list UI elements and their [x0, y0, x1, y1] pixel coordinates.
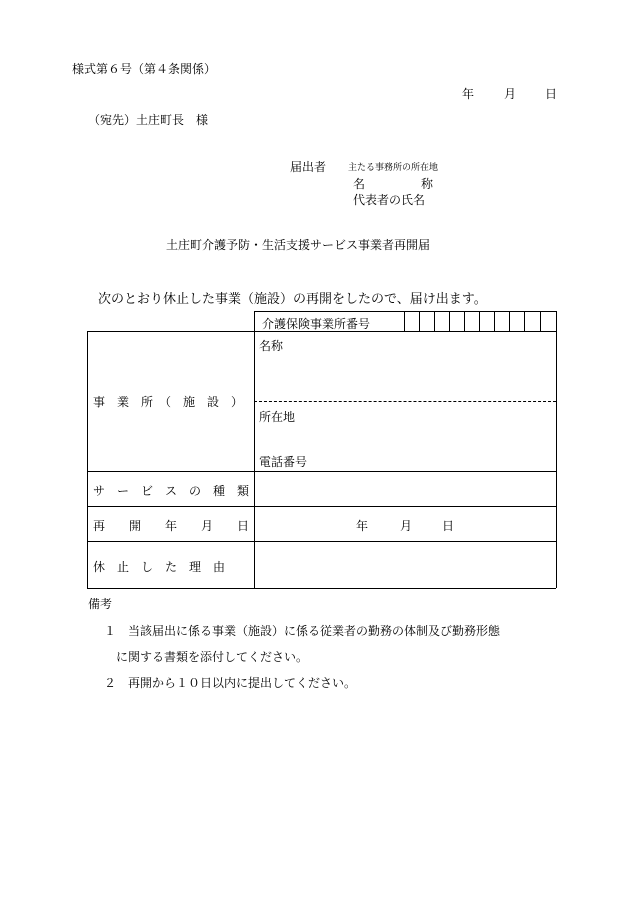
office-number-box-1[interactable]	[404, 311, 419, 331]
restart-year-label: 年	[356, 519, 369, 533]
notifier-representative-label: 代表者の氏名	[353, 193, 426, 207]
address-label: 所在地	[259, 410, 296, 424]
phone-field[interactable]	[315, 450, 555, 470]
office-number-box-10[interactable]	[540, 311, 556, 331]
date-day-label: 日	[545, 87, 558, 101]
note-1-continuation: に関する書類を添付してください。	[116, 650, 309, 664]
notifier-name-label-1: 名	[353, 177, 366, 191]
office-number-box-7[interactable]	[494, 311, 509, 331]
phone-label: 電話番号	[259, 455, 308, 469]
restart-month-label: 月	[400, 519, 413, 533]
office-number-box-2[interactable]	[419, 311, 434, 331]
office-number-box-8[interactable]	[509, 311, 524, 331]
restart-date-label: 再 開 年 月 日	[93, 519, 250, 533]
note-2-number: ２	[104, 676, 117, 690]
note-1-number: １	[104, 624, 117, 638]
office-number-label: 介護保険事業所番号	[262, 317, 371, 331]
date-year-label: 年	[462, 87, 475, 101]
office-number-box-4[interactable]	[449, 311, 464, 331]
office-number-box-9[interactable]	[524, 311, 539, 331]
note-2-text: 再開から１０日以内に提出してください。	[128, 676, 357, 690]
note-1-text: 当該届出に係る事業（施設）に係る従業者の勤務の体制及び勤務形態	[128, 624, 501, 638]
name-field[interactable]	[255, 352, 555, 400]
suspension-reason-field[interactable]	[255, 542, 555, 587]
notifier-name-label-2: 称	[421, 177, 434, 191]
addressee: （宛先）土庄町長 様	[88, 113, 209, 127]
intro-text: 次のとおり休止した事業（施設）の再開をしたので、届け出ます。	[98, 292, 487, 307]
notifier-address-label: 主たる事務所の所在地	[348, 163, 439, 173]
restart-day-label: 日	[442, 519, 455, 533]
form-number: 様式第６号（第４条関係）	[72, 62, 217, 76]
name-label: 名称	[259, 339, 284, 353]
date-month-label: 月	[504, 87, 517, 101]
service-type-label: サ ー ビ ス の 種 類	[93, 484, 250, 498]
office-number-box-5[interactable]	[464, 311, 479, 331]
office-label: 事 業 所 （ 施 設 ）	[93, 395, 244, 409]
service-type-field[interactable]	[255, 472, 555, 505]
address-field[interactable]	[255, 424, 555, 448]
suspension-reason-label: 休 止 し た 理 由	[93, 560, 226, 574]
document-title: 土庄町介護予防・生活支援サービス事業者再開届	[166, 238, 431, 252]
notes-heading: 備考	[88, 597, 113, 611]
office-number-box-6[interactable]	[479, 311, 494, 331]
notifier-label: 届出者	[290, 160, 327, 174]
office-number-box-3[interactable]	[434, 311, 449, 331]
